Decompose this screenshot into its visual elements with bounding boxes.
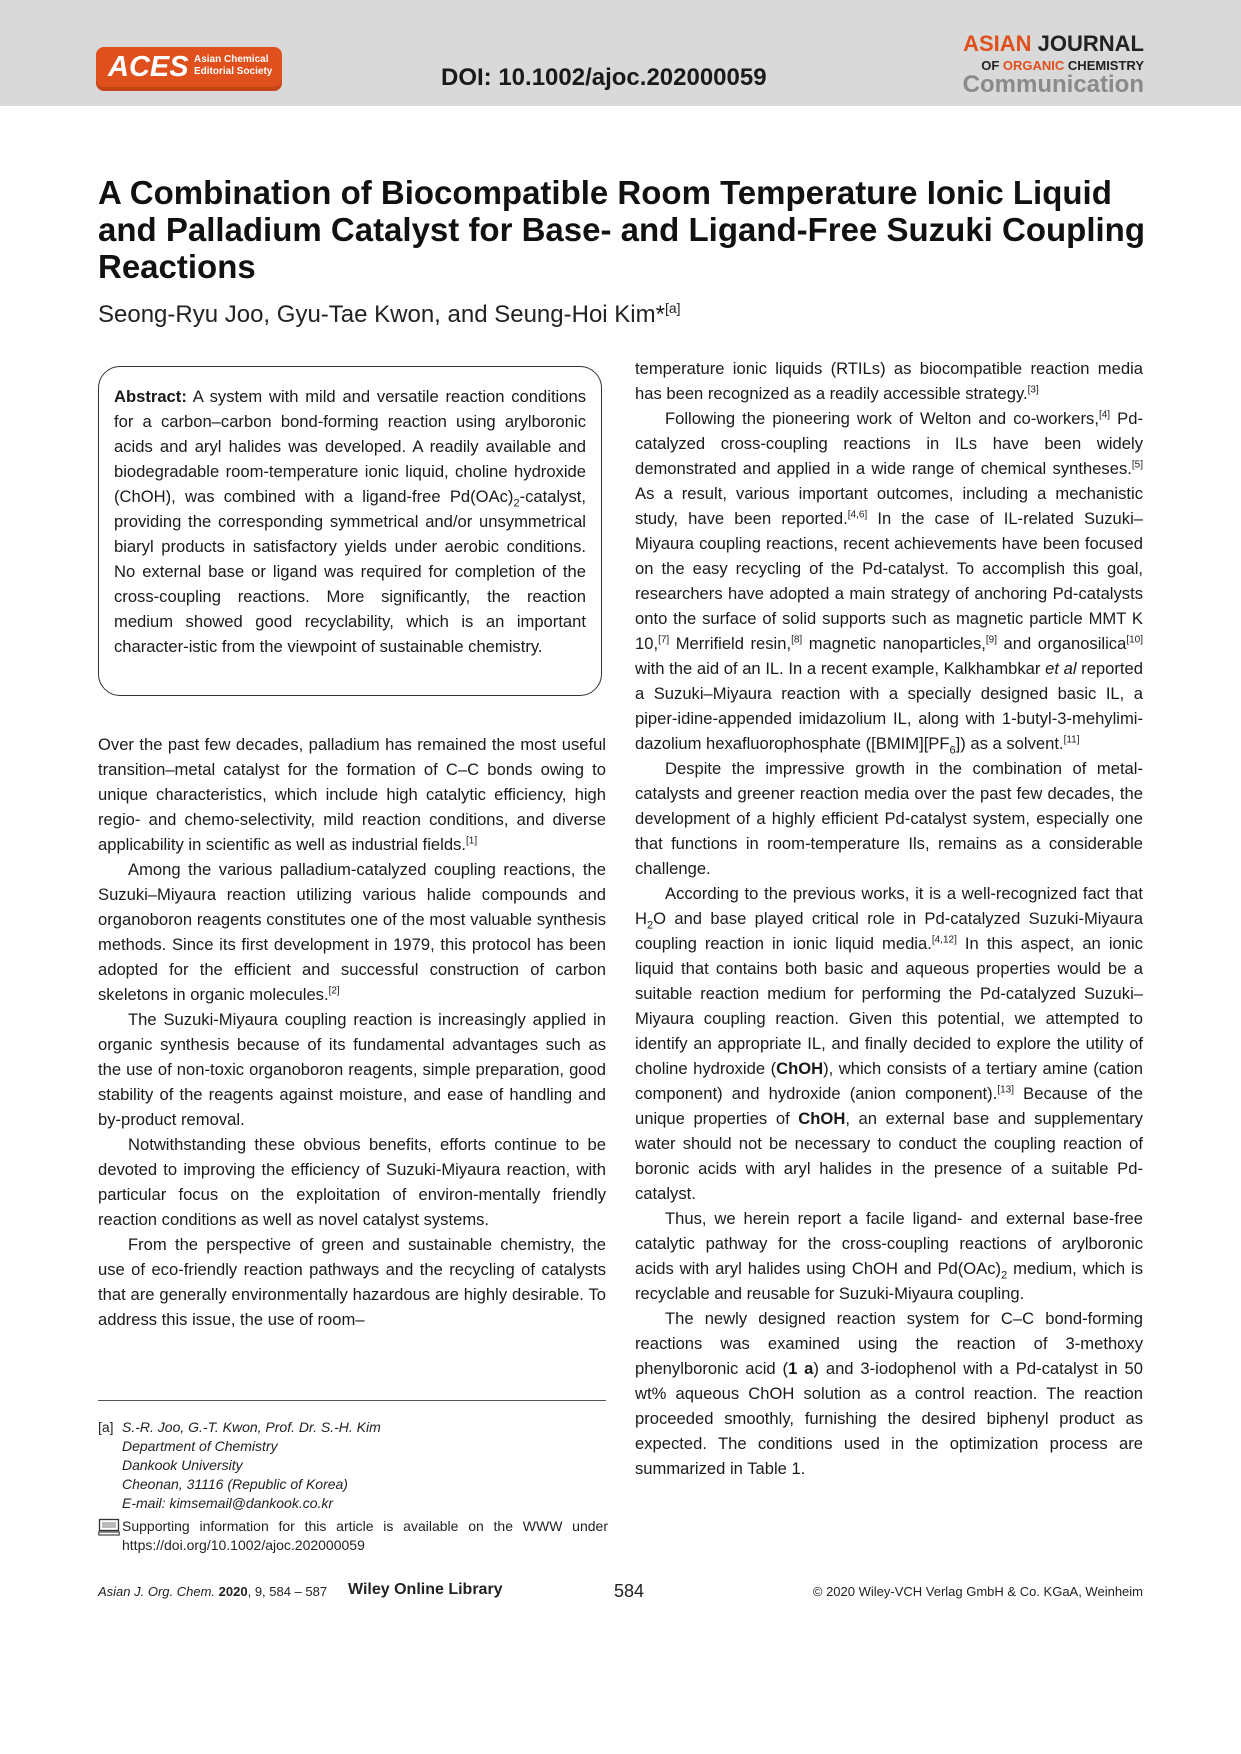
citation-footer: Asian J. Org. Chem. 2020, 9, 584 – 587	[98, 1584, 328, 1599]
journal-logo[interactable]	[958, 33, 1144, 97]
abstract-box: Abstract: A system with mild and versatile reaction conditions for a carbon–carbon bond-forming reaction using arylboronic acids and aryl halides was developed. A readily available and biodegradable room-temperature ionic liquid, choline hydroxide (ChOH), was combined with a ligand-free $Pd(OAc)_2$-catalyst, providing the corresponding symmetrical and/or unsymmetrical biaryl products in satisfactory yields under aerobic conditions. No external base or ligand was required for completion of the cross-coupling reactions. More significantly, the reaction medium showed good recyclability, which is an important character-istic from the viewpoint of sustainable chemistry.	[98, 366, 602, 696]
author-list: Seong-Ryu Joo, Gyu-Tae Kwon, and Seung-Hoi Kim*[a]	[98, 300, 681, 328]
paragraph: The Suzuki-Miyaura coupling reaction is increasingly applied in organic synthesis because of its fundamental advantages such as the use of non-toxic organoboron reagents, simple preparation, good stability of the reagents against moisture, and ease of handling and by-product removal.	[98, 1010, 606, 1129]
email-link[interactable]: E-mail: kimsemail@dankook.co.kr	[122, 1495, 334, 1511]
footnote-divider	[98, 1400, 606, 1401]
citation-link[interactable]: [13]	[997, 1084, 1014, 1096]
paragraph: Over the past few decades, palladium has remained the most useful transition–metal catalyst for the formation of C–C bonds owing to unique characteristics, which include high catalytic efficiency, high regio- and chemo-selectivity, mild reaction conditions, and diverse applicability in scientific as well as industrial fields.[1]	[98, 735, 606, 854]
left-column	[98, 732, 606, 1332]
citation-link[interactable]: [11]	[1063, 734, 1080, 746]
paragraph: The newly designed reaction system for C–C bond-forming reactions was examined using the reaction of 3-methoxy phenylboronic acid (1 a) and 3-iodophenol with a Pd-catalyst in 50 wt% aqueous ChOH solution as a control reaction. The reaction proceeded smoothly, furnishing the desired biphenyl product as expected. The conditions used in the optimization process are summarized in Table 1.	[635, 1309, 1143, 1478]
wiley-online-library-link[interactable]: Wiley Online Library	[348, 1581, 503, 1598]
paragraph: According to the previous works, it is a well-recognized fact that $H_2O$ and base played critical role in Pd-catalyzed Suzuki-Miyaura coupling reaction in ionic liquid media.[4,12] In this aspect, an ionic liquid that contains both basic and aqueous properties would be a suitable reaction medium for performing the Pd-catalyzed Suzuki–Miyaura coupling reaction. Given this potential, we attempted to identify an appropriate IL, and finally decided to explore the utility of choline hydroxide (ChOH), which consists of a tertiary amine (cation component) and hydroxide (anion component).[13] Because of the unique properties of ChOH, an external base and supplementary water should not be necessary to conduct the coupling reaction of boronic acids with aryl halides in the presence of a suitable Pd-catalyst.	[635, 884, 1143, 1203]
supporting-info-note	[98, 1517, 608, 1555]
computer-icon	[98, 1518, 120, 1536]
citation-link[interactable]: [7]	[658, 634, 670, 646]
citation-link[interactable]: [4,6]	[847, 509, 868, 521]
affiliation-footnote: [a] S.-R. Joo, G.-T. Kwon, Prof. Dr. S.-H. Kim Department of Chemistry Dankook University Cheonan, 31116 (Republic of Korea) E-mail: kimsemail@dankook.co.kr	[98, 1418, 608, 1513]
citation-link[interactable]: [3]	[1027, 384, 1039, 396]
paragraph: Following the pioneering work of Welton and co-workers,[4] Pd-catalyzed cross-coupling reactions in ILs have been widely demonstrated and applied in a wide range of chemical syntheses.[5] As a result, various important outcomes, including a mechanistic study, have been reported.[4,6] In the case of IL-related Suzuki–Miyaura coupling reactions, recent achievements have been focused on the easy recycling of the Pd-catalyst. To accomplish this goal, researchers have adopted a main strategy of anchoring Pd-catalysts onto the surface of solid supports such as magnetic particle MMT K 10,[7] Merrifield resin,[8] magnetic nanoparticles,[9] and organosilica[10] with the aid of an IL. In a recent example, Kalkhambkar et al reported a Suzuki–Miyaura reaction with a specially designed basic IL, a piper-idine-appended imidazolium IL, along with 1-butyl-3-mehylimi-dazolium hexafluorophosphate $([BMIM][PF_6])$ as a solvent.[11]	[635, 409, 1143, 757]
citation-link[interactable]: [2]	[328, 985, 340, 997]
citation-link[interactable]: [8]	[791, 634, 803, 646]
footnote-tag: [a]	[98, 1419, 114, 1435]
paragraph: Among the various palladium-catalyzed coupling reactions, the Suzuki–Miyaura reaction utilizing various halide compounds and organoboron reagents constitutes one of the most valuable synthesis methods. Since its first development in 1979, this protocol has been adopted for the efficient and successful construction of carbon skeletons in organic molecules.[2]	[98, 860, 606, 1004]
journal-name-line1: ASIAN JOURNAL	[963, 31, 1144, 56]
citation-link[interactable]: [5]	[1131, 459, 1143, 471]
paragraph: Notwithstanding these obvious benefits, efforts continue to be devoted to improving the efficiency of Suzuki-Miyaura reaction, with particular focus on the exploitation of environ-mentally friendly reaction conditions as well as novel catalyst systems.	[98, 1135, 606, 1229]
doi-link[interactable]: DOI: 10.1002/ajoc.202000059	[441, 64, 767, 91]
supporting-info-link[interactable]: Supporting information for this article is available on the WWW under https://doi.org/10.1002/ajoc.202000059	[122, 1518, 608, 1553]
paragraph: Despite the impressive growth in the combination of metal-catalysts and greener reaction media over the past few decades, the development of a highly efficient Pd-catalyst system, especially one that functions in room-temperature Ils, remains as a considerable challenge.	[635, 759, 1143, 878]
citation-link[interactable]: [1]	[466, 835, 478, 847]
abstract-label: Abstract:	[114, 387, 187, 406]
paragraph: Thus, we herein report a facile ligand- and external base-free catalytic pathway for the cross-coupling reactions of arylboronic acids with aryl halides using ChOH and $Pd(OAc)_2$ medium, which is recyclable and reusable for Suzuki-Miyaura coupling.	[635, 1209, 1143, 1303]
citation-link[interactable]: [4,12]	[931, 934, 957, 946]
aces-logo-text: ACES	[108, 51, 189, 83]
page-number: 584	[614, 1581, 645, 1601]
article-type: Communication	[962, 71, 1144, 98]
paragraph: temperature ionic liquids (RTILs) as biocompatible reaction media has been recognized as a readily accessible strategy.[3]	[635, 359, 1143, 403]
citation-link[interactable]: [10]	[1126, 634, 1143, 646]
copyright: © 2020 Wiley-VCH Verlag GmbH & Co. KGaA, Weinheim	[812, 1584, 1143, 1599]
paragraph: From the perspective of green and sustainable chemistry, the use of eco-friendly reaction pathways and the recycling of catalysts that are generally environmentally hazardous are highly desirable. To address this issue, the use of room–	[98, 1235, 606, 1329]
aces-logo[interactable]	[96, 47, 282, 91]
citation-link[interactable]: [9]	[985, 634, 998, 646]
citation-link[interactable]: [4]	[1098, 409, 1111, 421]
journal-name-line2: OF ORGANIC CHEMISTRY	[981, 58, 1144, 73]
right-column	[635, 356, 1143, 1481]
article-title: A Combination of Biocompatible Room Temperature Ionic Liquid and Palladium Catalyst for Base- and Ligand-Free Suzuki Coupling Reactions	[98, 174, 1145, 285]
aces-logo-subtitle: Asian Chemical Editorial Society	[194, 54, 273, 77]
affiliation-mark[interactable]: [a]	[664, 300, 681, 316]
